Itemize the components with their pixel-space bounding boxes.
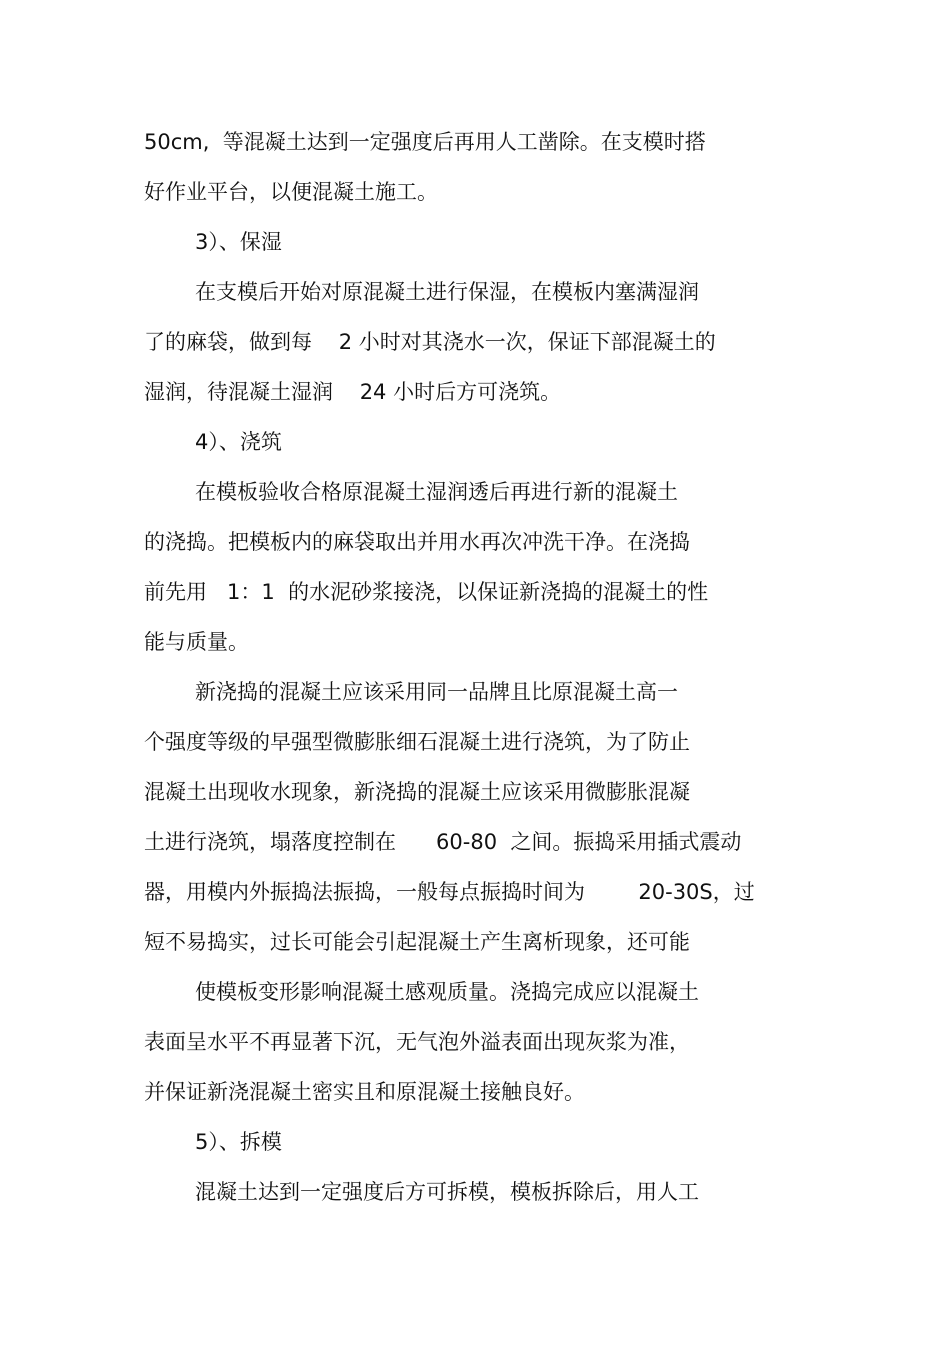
text-line-4: 在支模后开始对原混凝土进行保湿，在模板内塞满湿润 bbox=[195, 280, 699, 304]
text-line-12: 新浇捣的混凝土应该采用同一品牌且比原混凝土高一 bbox=[195, 680, 678, 704]
text-line-14: 混凝土出现收水现象，新浇捣的混凝土应该采用微膨胀混凝 bbox=[144, 780, 690, 804]
text-line-18: 使模板变形影响混凝土感观质量。浇捣完成应以混凝土 bbox=[195, 980, 699, 1004]
text-line-17: 短不易捣实，过长可能会引起混凝土产生离析现象，还可能 bbox=[144, 930, 690, 954]
text-line-19: 表面呈水平不再显著下沉，无气泡外溢表面出现灰浆为准， bbox=[144, 1030, 690, 1054]
text-line-15: 土进行浇筑，塌落度控制在 60-80 之间。振捣采用插式震动 bbox=[144, 830, 742, 854]
text-line-13: 个强度等级的早强型微膨胀细石混凝土进行浇筑，为了防止 bbox=[144, 730, 690, 754]
text-line-9: 的浇捣。把模板内的麻袋取出并用水再次冲洗干净。在浇捣 bbox=[144, 530, 690, 554]
section-heading-4: 4）、浇筑 bbox=[195, 430, 282, 454]
text-line-1: 50cm, 等混凝土达到一定强度后再用人工凿除。在支模时搭 bbox=[144, 130, 706, 154]
text-line-10: 前先用 1：1 的水泥砂浆接浇，以保证新浇捣的混凝土的性 bbox=[144, 580, 709, 604]
section-heading-3: 3）、保湿 bbox=[195, 230, 282, 254]
text-line-20: 并保证新浇混凝土密实且和原混凝土接触良好。 bbox=[144, 1080, 585, 1104]
text-line-8: 在模板验收合格原混凝土湿润透后再进行新的混凝土 bbox=[195, 480, 678, 504]
section-heading-5: 5）、拆模 bbox=[195, 1130, 282, 1154]
text-line-22: 混凝土达到一定强度后方可拆模，模板拆除后，用人工 bbox=[195, 1180, 699, 1204]
text-line-5: 了的麻袋，做到每 2 小时对其浇水一次，保证下部混凝土的 bbox=[144, 330, 716, 354]
text-line-11: 能与质量。 bbox=[144, 630, 249, 654]
text-line-6: 湿润，待混凝土湿润 24 小时后方可浇筑。 bbox=[144, 380, 562, 404]
text-line-16: 器，用模内外振捣法振捣，一般每点振捣时间为 20-30S，过 bbox=[144, 880, 755, 904]
text-line-2: 好作业平台，以便混凝土施工。 bbox=[144, 180, 438, 204]
